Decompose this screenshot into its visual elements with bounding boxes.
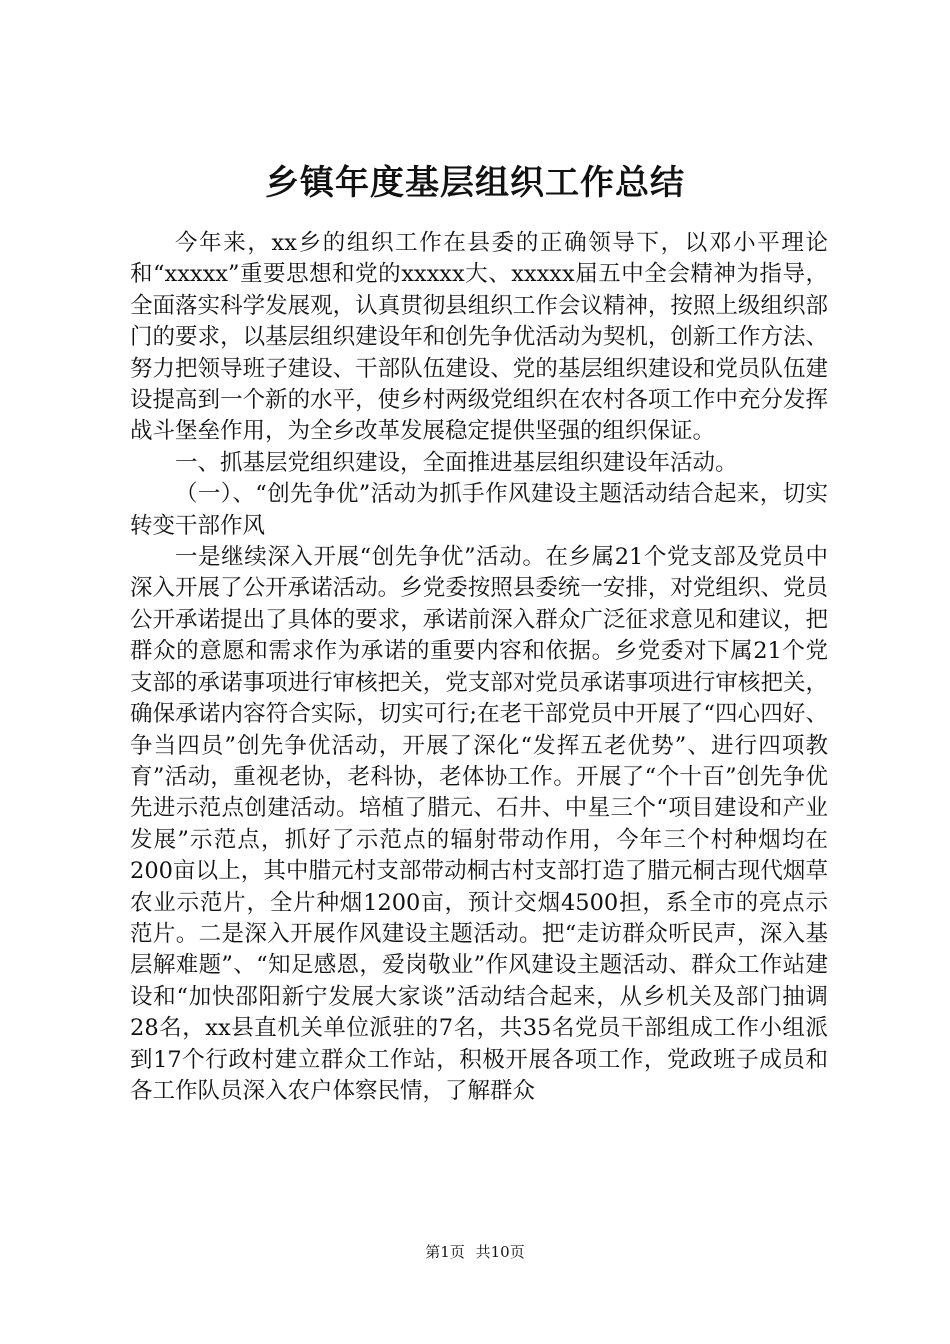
document-body: [130, 228, 828, 1107]
page-number: 第1页: [425, 1243, 465, 1261]
paragraph-body: 一是继续深入开展“创先争优”活动。在乡属21个党支部及党员中深入开展了公开承诺活动。乡党委按照县委统一安排，对党组织、党员公开承诺提出了具体的要求，承诺前深入群众广泛征求意见和建议，把群众的意愿和需求作为承诺的重要内容和依据。乡党委对下属21个党支部的承诺事项进行审核把关，党支部对党员承诺事项进行审核把关，确保承诺内容符合实际，切实可行;在老干部党员中开展了“四心四好、争当四员”创先争优活动，开展了深化“发挥五老优势”、进行四项教育”活动，重视老协，老科协，老体协工作。开展了“个十百”创先争优先进示范点创建活动。培植了腊元、石井、中星三个“项目建设和产业发展”示范点，抓好了示范点的辐射带动作用，今年三个村种烟均在200亩以上，其中腊元村支部带动桐古村支部打造了腊元桐古现代烟草农业示范片，全片种烟1200亩，预计交烟4500担，系全市的亮点示范片。二是深入开展作风建设主题活动。把“走访群众听民声，深入基层解难题”、“知足感恩，爱岗敬业”作风建设主题活动、群众工作站建设和“加快邵阳新宁发展大家谈”活动结合起来，从乡机关及部门抽调28名，xx县直机关单位派驻的7名，共35名党员干部组成工作小组派到17个行政村建立群众工作站，积极开展各项工作，党政班子成员和各工作队员深入农户体察民情，了解群众: [130, 544, 828, 1104]
subsection-heading-1: （一）、“创先争优”活动为抓手作风建设主题活动结合起来，切实转变干部作风: [130, 481, 828, 539]
document-title: 乡镇年度基层组织工作总结: [265, 163, 685, 203]
page-total: 共10页: [475, 1243, 525, 1261]
paragraph-intro: 今年来，xx乡的组织工作在县委的正确领导下，以邓小平理论和“xxxxx”重要思想和党的xxxxx大、xxxxx届五中全会精神为指导，全面落实科学发展观，认真贯彻县组织工作会议精神，按照上级组织部门的要求，以基层组织建设年和创先争优活动为契机，创新工作方法、努力把领导班子建设、干部队伍建设、党的基层组织建设和党员队伍建设提高到一个新的水平，使乡村两级党组织在农村各项工作中充分发挥战斗堡垒作用，为全乡改革发展稳定提供坚强的组织保证。: [130, 230, 828, 445]
section-heading-1: 一、抓基层党组织建设，全面推进基层组织建设年活动。: [175, 449, 738, 476]
page-footer: [0, 1240, 950, 1264]
